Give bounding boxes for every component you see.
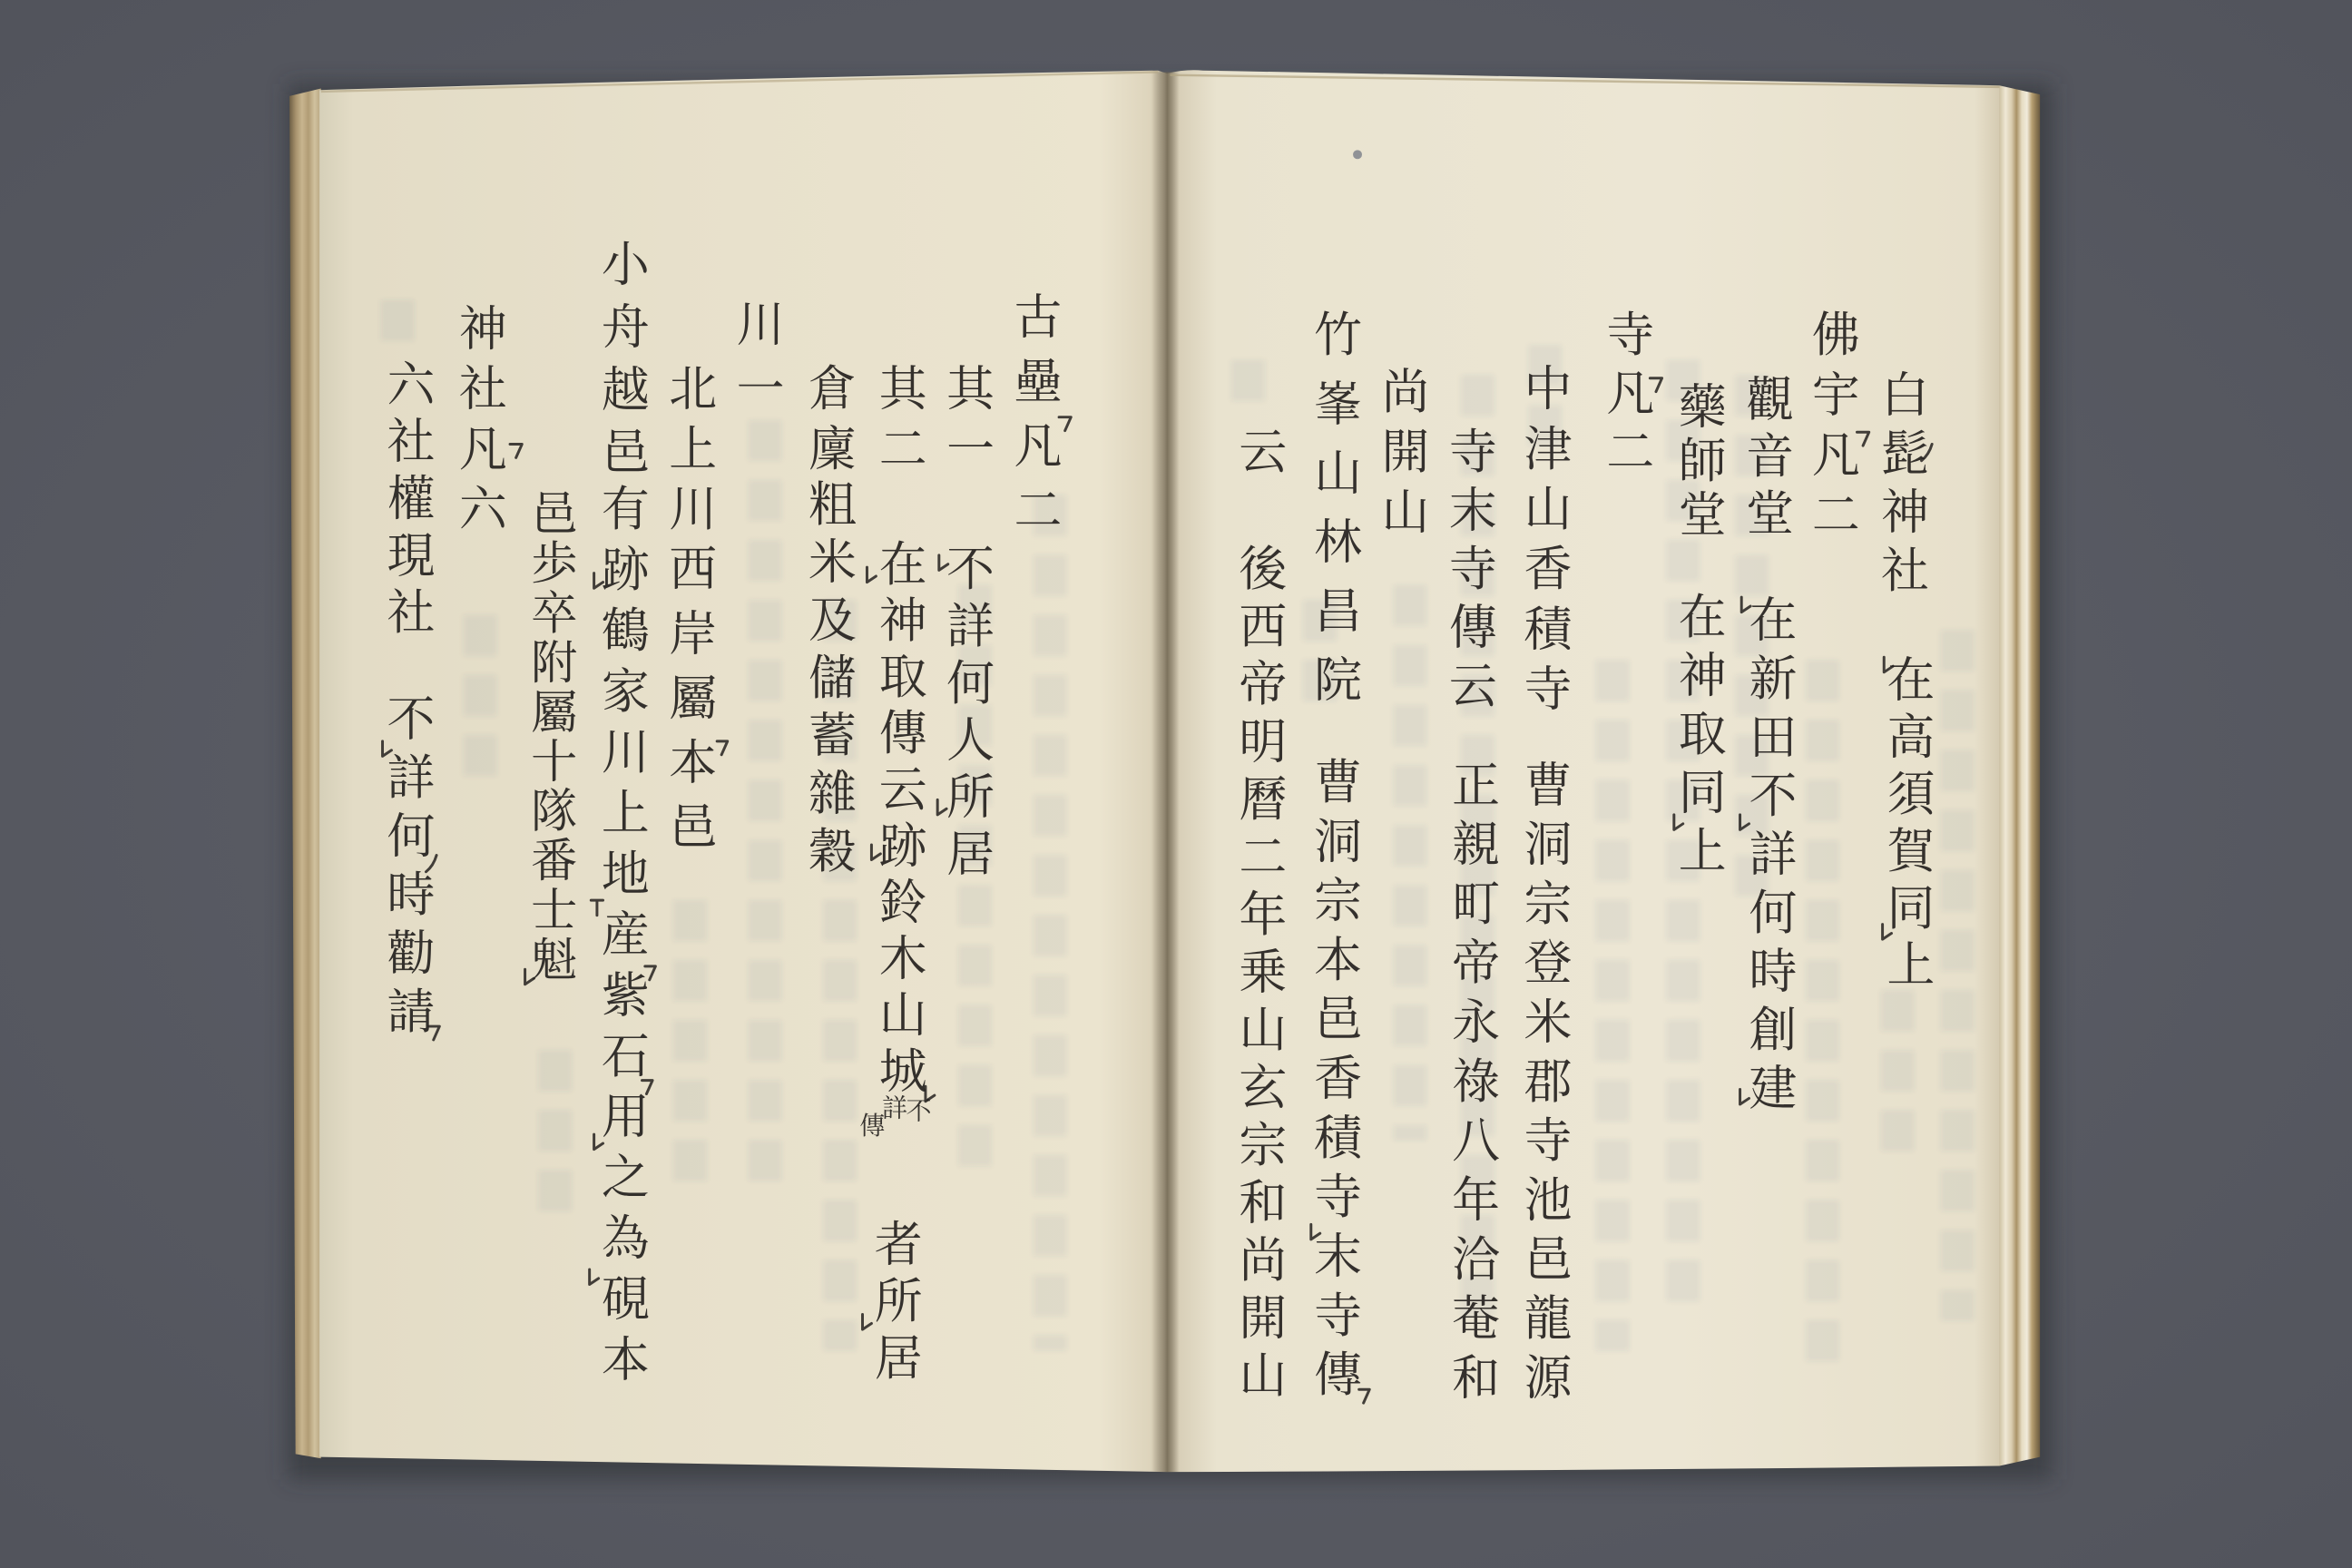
right-page-edges (2000, 85, 2041, 1465)
entry-heading: 六社權現社 (379, 358, 437, 644)
entry-note: 正親町帝永祿八年洽菴和 (1444, 759, 1502, 1412)
entry-note: 有跡鶴家川上地産紫石用之為硯本 (593, 483, 652, 1396)
section-heading: 小舟越邑 (593, 238, 652, 489)
ink-spot (1353, 150, 1362, 159)
entry-note: 曹洞宗登米郡寺池邑龍源 (1516, 759, 1574, 1412)
entry-heading: 中津山香積寺 (1516, 363, 1574, 724)
warichu-note-char: 詳 (881, 1093, 908, 1124)
right-page (1167, 70, 1999, 1472)
entry-continuation: 寺末寺傳云 (1441, 426, 1499, 720)
entry-heading: 其二 (871, 363, 929, 484)
entry-note: 不詳何人所居 (938, 543, 996, 886)
entry-note: 後西帝明曆二年乗山玄宗和尚開山 (1231, 543, 1289, 1408)
entry-heading: 觀音堂 (1738, 373, 1796, 545)
section-heading: 倉廩 (800, 363, 858, 484)
entry-heading: 北上川 (661, 363, 719, 544)
warichu-note-char: 傳 (859, 1112, 886, 1142)
entry-note: 西岸屬本邑 (661, 543, 719, 867)
shrine-heading: 白髭神社 (1873, 368, 1931, 603)
section-heading: 寺凡二 (1599, 309, 1656, 485)
entry-heading: 藥師堂 (1671, 381, 1729, 544)
section-heading: 川一 (729, 299, 787, 428)
section-heading: 佛宇凡二 (1804, 309, 1862, 550)
section-heading: 古壘凡二 (1006, 290, 1064, 550)
entry-heading: 其一 (938, 363, 996, 484)
entry-note: 邑歩卒附屬十隊番士魁 (522, 489, 576, 985)
entry-note: 在神取同上 (1671, 591, 1729, 884)
entry-note: 曹洞宗本邑香積寺末寺傳 (1306, 756, 1364, 1408)
shrine-note: 在高須賀同上 (1879, 653, 1937, 996)
entry-note: 在神取傳云跡鈴木山城 (871, 538, 929, 1102)
gutter-shadow (1152, 72, 1180, 1472)
entry-continuation: 云 (1231, 426, 1289, 475)
entry-note: 不詳何時勸請 (379, 692, 437, 1044)
section-heading: 神社凡六 (451, 303, 509, 544)
entry-continuation: 尚開山 (1374, 366, 1432, 546)
warichu-note-char: 不 (906, 1096, 932, 1127)
entry-note: 者所居 (867, 1218, 925, 1390)
entry-note: 粗米及儲蓄雜穀 (800, 478, 858, 884)
entry-heading: 竹峯山林昌院 (1306, 309, 1364, 724)
entry-note: 在新田不詳何時創建 (1741, 593, 1799, 1122)
